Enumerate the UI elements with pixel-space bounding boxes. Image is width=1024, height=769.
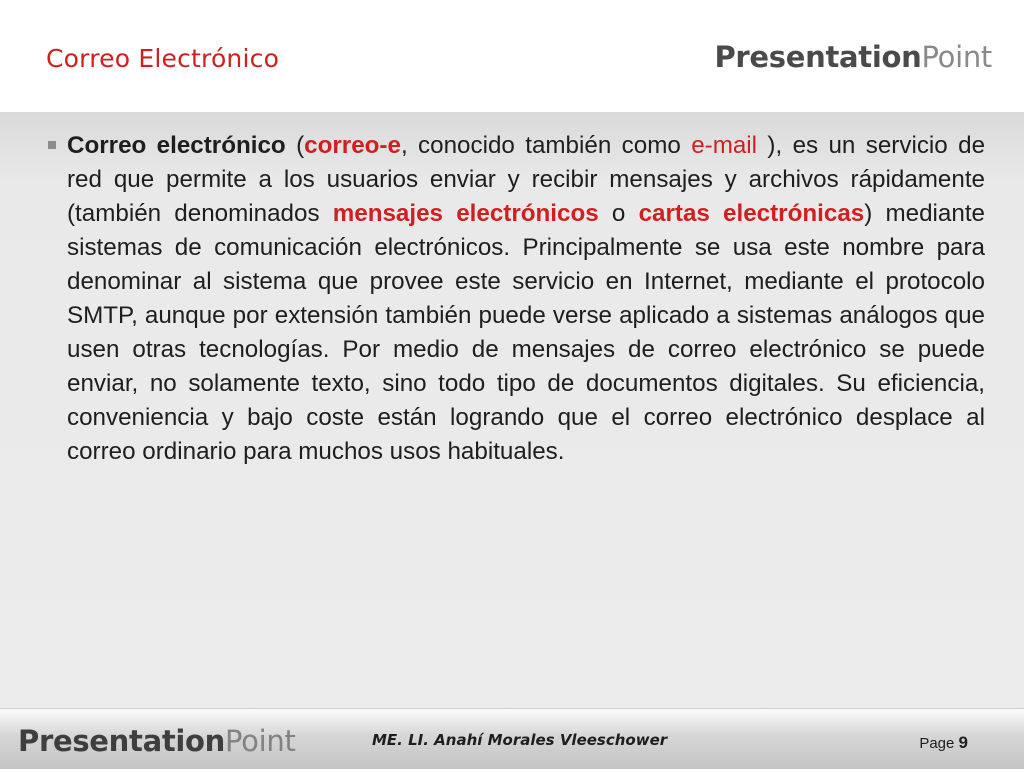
page-indicator	[919, 733, 968, 753]
text-segment: o	[598, 200, 639, 227]
page-label: Page	[919, 735, 955, 752]
text-segment: (	[285, 132, 305, 159]
slide-footer	[0, 708, 1024, 769]
slide-header	[0, 0, 1024, 112]
page-number: 9	[958, 733, 968, 752]
footer-brand-logo	[18, 724, 296, 758]
text-segment: ) mediante sistemas de comunicación electrónicos. Principalmente se usa este nombre para denominar al sistema que provee este servicio en Internet, mediante el protocolo SMTP, aunque por extensión también puede verse aplicado a sistemas análogos que usen otras tecnologías. Por medio de mensajes de correo electrónico se puede enviar, no solamente texto, sino todo tipo de documentos digitales. Su eficiencia, conveniencia y bajo coste están logrando que el correo electrónico desplace al correo ordinario para muchos usos habituales.	[67, 200, 985, 465]
term-correo-e: correo-e	[304, 132, 401, 159]
author-name: ME. LI. Anahí Morales Vleeschower	[372, 731, 668, 749]
footer-brand-part2: Point	[225, 724, 296, 758]
term-cartas-electronicas: cartas electrónicas	[638, 200, 865, 227]
term-correo-electronico: Correo electrónico	[67, 132, 286, 159]
footer-brand-part1: Presentation	[18, 724, 226, 758]
text-segment: , conocido también como	[400, 132, 692, 159]
square-bullet-icon	[48, 141, 56, 149]
term-e-mail: e-mail	[691, 132, 758, 159]
slide-title: Correo Electrónico	[46, 44, 280, 73]
body-paragraph	[67, 129, 985, 469]
brand-logo-part2: Point	[921, 40, 992, 74]
brand-logo-part1: Presentation	[714, 40, 922, 74]
brand-logo	[714, 40, 992, 74]
text-segment: ), es un servicio de red que permite a los usuarios enviar y recibir mensajes y archivos rápidamente (también denominados	[67, 132, 986, 227]
term-mensajes-electronicos: mensajes electrónicos	[332, 200, 599, 227]
